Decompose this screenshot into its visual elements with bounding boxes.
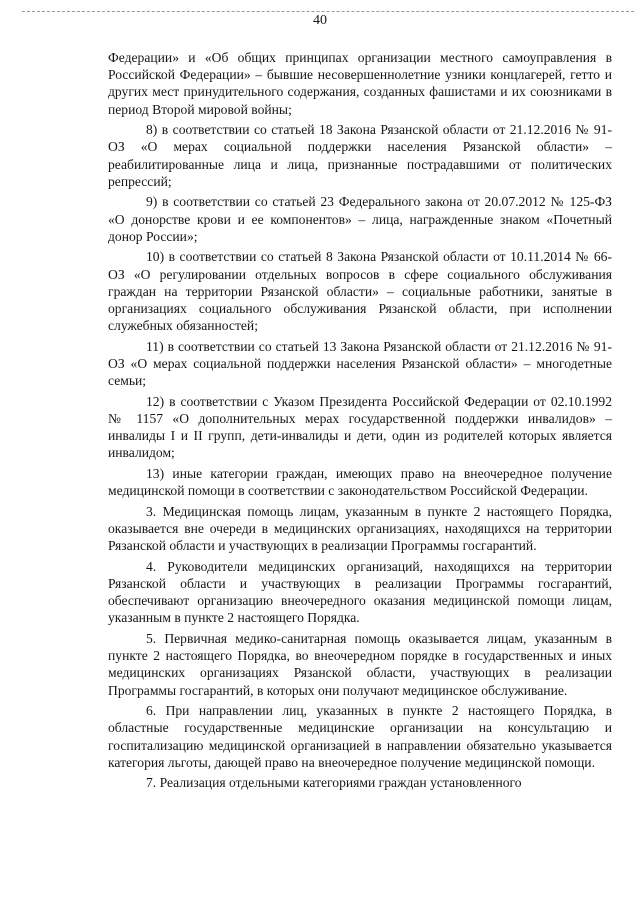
paragraph-item-10: 10) в соответствии со статьей 8 Закона Рязанской области от 10.11.2014 № 66-ОЗ «О регулировании отдельных вопросов в сфере социального обслуживания граждан на территории Рязанской области» – социальные работники, занятые в организациях социального обслуживания Рязанской области, при исполнении служебных обязанностей; (108, 249, 612, 334)
document-body (108, 49, 612, 795)
paragraph-item-12: 12) в соответствии с Указом Президента Российской Федерации от 02.10.1992 № 1157 «О дополнительных мерах государственной поддержки инвалидов» – инвалиды I и II групп, дети-инвалиды и дети, один из родителей которых является инвалидом; (108, 393, 612, 461)
paragraph-item-8: 8) в соответствии со статьей 18 Закона Рязанской области от 21.12.2016 № 91-ОЗ «О мерах социальной поддержки населения Рязанской области» – реабилитированные лица и лица, признанные пострадавшими от политических репрессий; (108, 122, 612, 189)
paragraph-clause-6: 6. При направлении лиц, указанных в пункте 2 настоящего Порядка, в областные государственные медицинские организации на консультацию и госпитализацию медицинской организацией в направлении обязательно указывается категория льготы, дающей право на внеочередное получение медицинской помощи. (108, 703, 612, 770)
paragraph-item-9: 9) в соответствии со статьей 23 Федерального закона от 20.07.2012 № 125-ФЗ «О донорстве крови и ее компонентов» – лица, награжденные знаком «Почетный донор России»; (108, 194, 612, 244)
paragraph-clause-4: 4. Руководители медицинских организаций, находящихся на территории Рязанской области и участвующих в реализации Программы госгарантий, обеспечивают организацию внеочередного оказания медицинской помощи лицам, указанным в пункте 2 настоящего Порядка. (108, 558, 612, 626)
top-scan-rule (22, 11, 634, 12)
paragraph-item-13: 13) иные категории граждан, имеющих право на внеочередное получение медицинской помощи в соответствии с законодательством Российской Федерации. (108, 466, 612, 499)
paragraph-clause-5: 5. Первичная медико-санитарная помощь оказывается лицам, указанным в пункте 2 настоящего Порядка, во внеочередном порядке в государственных и иных медицинских организациях Рязанской области, участвующих в реализации Программы госгарантий, в которых они получают медицинское обслуживание. (108, 631, 612, 698)
page-number: 40 (313, 13, 327, 28)
paragraph-item-11: 11) в соответствии со статьей 13 Закона Рязанской области от 21.12.2016 № 91-ОЗ «О мерах социальной поддержки населения Рязанской области» – многодетные семьи; (108, 338, 612, 389)
paragraph-clause-7: 7. Реализация отдельными категориями граждан установленного (146, 775, 522, 791)
paragraph-clause-3: 3. Медицинская помощь лицам, указанным в пункте 2 настоящего Порядка, оказывается вне очереди в медицинских организациях, находящихся на территории Рязанской области и участвующих в реализации Программы госгарантий. (108, 503, 612, 554)
paragraph-continuation: Федерации» и «Об общих принципах организации местного самоуправления в Российской Федерации» – бывшие несовершеннолетние узники концлагерей, гетто и других мест принудительного содержания, созданных фашистами и их союзниками в период Второй мировой войны; (108, 50, 612, 117)
